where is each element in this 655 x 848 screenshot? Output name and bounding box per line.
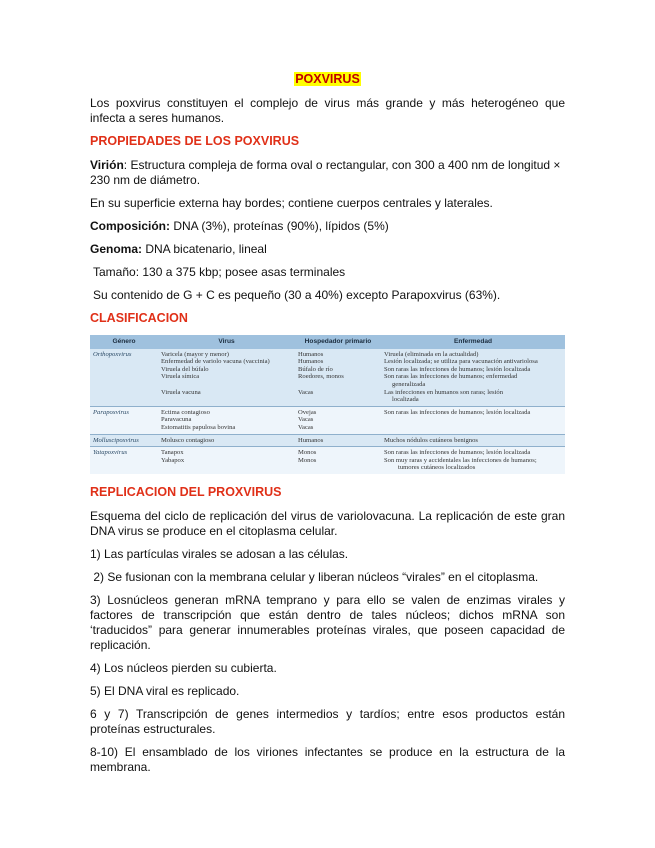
disease-text: Las infecciones en humanos son raras; lesión bbox=[384, 388, 504, 396]
disease-cell bbox=[381, 349, 565, 407]
replication-heading: REPLICACION DEL PROXVIRUS bbox=[90, 484, 282, 499]
composition-text: DNA (3%), proteínas (90%), lípidos (5%) bbox=[170, 219, 389, 233]
table-row-yatapoxvirus bbox=[90, 447, 565, 474]
composition-paragraph bbox=[90, 219, 565, 234]
table-row-parapoxvirus bbox=[90, 406, 565, 434]
virus-cell bbox=[158, 406, 295, 434]
replication-step: 4) Los núcleos pierden su cubierta. bbox=[90, 660, 277, 675]
virus-name: Enfermedad de variolo vacuna (vaccinia) bbox=[161, 358, 270, 366]
disease-text: Son muy raras y accidentales las infecciones de humanos; bbox=[384, 456, 537, 464]
host-name: Ovejas bbox=[298, 408, 317, 416]
disease-text: tumores cutáneos localizados bbox=[398, 464, 476, 472]
genus-cell: Orthopoxvirus bbox=[90, 349, 158, 407]
virus-name: Estomatitis papulosa bovina bbox=[161, 423, 236, 431]
header-cell: Hospedador primario bbox=[295, 335, 381, 349]
replication-step: 8-10) El ensamblado de los viriones infectantes se produce en la estructura de la membrana. bbox=[90, 744, 565, 774]
replication-intro: Esquema del ciclo de replicación del virus de variolovacuna. La replicación de este gran DNA virus se produce en el citoplasma celular. bbox=[90, 508, 565, 538]
host-name: Monos bbox=[298, 456, 317, 464]
header-cell: Enfermedad bbox=[381, 335, 565, 349]
gc-paragraph: Su contenido de G + C es pequeño (30 a 40%) excepto Parapoxvirus (63%). bbox=[93, 288, 501, 302]
virus-name: Viruela vacuna bbox=[161, 388, 201, 396]
table-row-orthopoxvirus bbox=[90, 349, 565, 407]
virion-label: Virión bbox=[90, 158, 124, 172]
replication-step: 5) El DNA viral es replicado. bbox=[90, 683, 240, 698]
host-name: Vacas bbox=[298, 388, 314, 396]
genus-cell: Molluscipoxvirus bbox=[90, 434, 158, 447]
host-name: Vacas bbox=[298, 416, 314, 424]
virus-name: Viruela símica bbox=[161, 373, 200, 381]
host-name: Vacas bbox=[298, 423, 314, 431]
disease-cell bbox=[381, 447, 565, 474]
page-title: POXVIRUS bbox=[295, 72, 360, 86]
disease-cell: Muchos nódulos cutáneos benignos bbox=[381, 434, 565, 447]
surface-paragraph: En su superficie externa hay bordes; contiene cuerpos centrales y laterales. bbox=[90, 196, 493, 210]
virus-name: Ectima contagioso bbox=[161, 408, 210, 416]
disease-text: generalizada bbox=[392, 380, 426, 388]
genus-cell: Parapoxvirus bbox=[90, 406, 158, 434]
host-name: Roedores, monos bbox=[298, 373, 344, 381]
disease-text: Viruela (eliminada en la actualidad) bbox=[384, 350, 479, 358]
host-cell bbox=[295, 349, 381, 407]
virus-name: Viruela del búfalo bbox=[161, 365, 209, 373]
disease-text: localizada bbox=[392, 396, 419, 404]
document-page bbox=[90, 72, 565, 783]
disease-text: Son raras las infecciones de humanos; lesión localizada bbox=[384, 365, 531, 373]
replication-step: 2) Se fusionan con la membrana celular y liberan núcleos “virales” en el citoplasma. bbox=[90, 569, 539, 584]
host-cell bbox=[295, 406, 381, 434]
genome-label: Genoma: bbox=[90, 242, 143, 256]
header-cell: Género bbox=[90, 335, 158, 349]
virion-paragraph bbox=[90, 158, 565, 188]
disease-cell: Son raras las infecciones de humanos; lesión localizada bbox=[381, 406, 565, 434]
table-header-row bbox=[90, 335, 565, 349]
host-cell: Humanos bbox=[295, 434, 381, 447]
replication-step: 6 y 7) Transcripción de genes intermedios y tardíos; entre esos productos están proteínas estructurales. bbox=[90, 706, 565, 736]
replication-step: 3) Losnúcleos generan mRNA temprano y para ello se valen de enzimas virales y factores de transcripción que están dentro de tales núcleos; dichos mRNA son ‘traducidos” para generar innumerables proteínas virales, que poseen capacidad de replicación. bbox=[90, 592, 565, 652]
virus-name: Yabapox bbox=[161, 456, 185, 464]
classification-heading: CLASIFICACION bbox=[90, 311, 188, 325]
virus-name: Tanapox bbox=[161, 449, 184, 457]
virion-text: : Estructura compleja de forma oval o rectangular, con 300 a 400 nm de longitud × 230 nm de diámetro. bbox=[90, 158, 561, 187]
table-row-molluscipoxvirus bbox=[90, 434, 565, 447]
genus-cell: Yatapoxvirus bbox=[90, 447, 158, 474]
replication-step: 1) Las partículas virales se adosan a las células. bbox=[90, 546, 349, 561]
classification-table bbox=[90, 335, 565, 474]
header-cell: Virus bbox=[158, 335, 295, 349]
host-cell bbox=[295, 447, 381, 474]
composition-label: Composición: bbox=[90, 219, 170, 233]
disease-text: Son raras las infecciones de humanos; enfermedad bbox=[384, 373, 518, 381]
virus-cell bbox=[158, 447, 295, 474]
disease-text: Son raras las infecciones de humanos; lesión localizada bbox=[384, 449, 531, 457]
host-name: Monos bbox=[298, 449, 317, 457]
intro-paragraph: Los poxvirus constituyen el complejo de virus más grande y más heterogéneo que infecta a seres humanos. bbox=[90, 96, 565, 125]
genome-paragraph bbox=[90, 242, 565, 257]
virus-name: Varicela (mayor y menor) bbox=[161, 350, 229, 358]
virus-cell: Molusco contagioso bbox=[158, 434, 295, 447]
host-name: Humanos bbox=[298, 358, 324, 366]
virus-name: Paravacuna bbox=[161, 416, 192, 424]
virus-cell bbox=[158, 349, 295, 407]
host-name: Búfalo de río bbox=[298, 365, 333, 373]
host-name: Humanos bbox=[298, 350, 324, 358]
size-paragraph: Tamaño: 130 a 375 kbp; posee asas terminales bbox=[93, 265, 346, 279]
genome-text: DNA bicatenario, lineal bbox=[142, 242, 267, 256]
properties-heading: PROPIEDADES DE LOS POXVIRUS bbox=[90, 134, 300, 148]
disease-text: Lesión localizada; se utiliza para vacunación antivariolosa bbox=[384, 358, 538, 366]
